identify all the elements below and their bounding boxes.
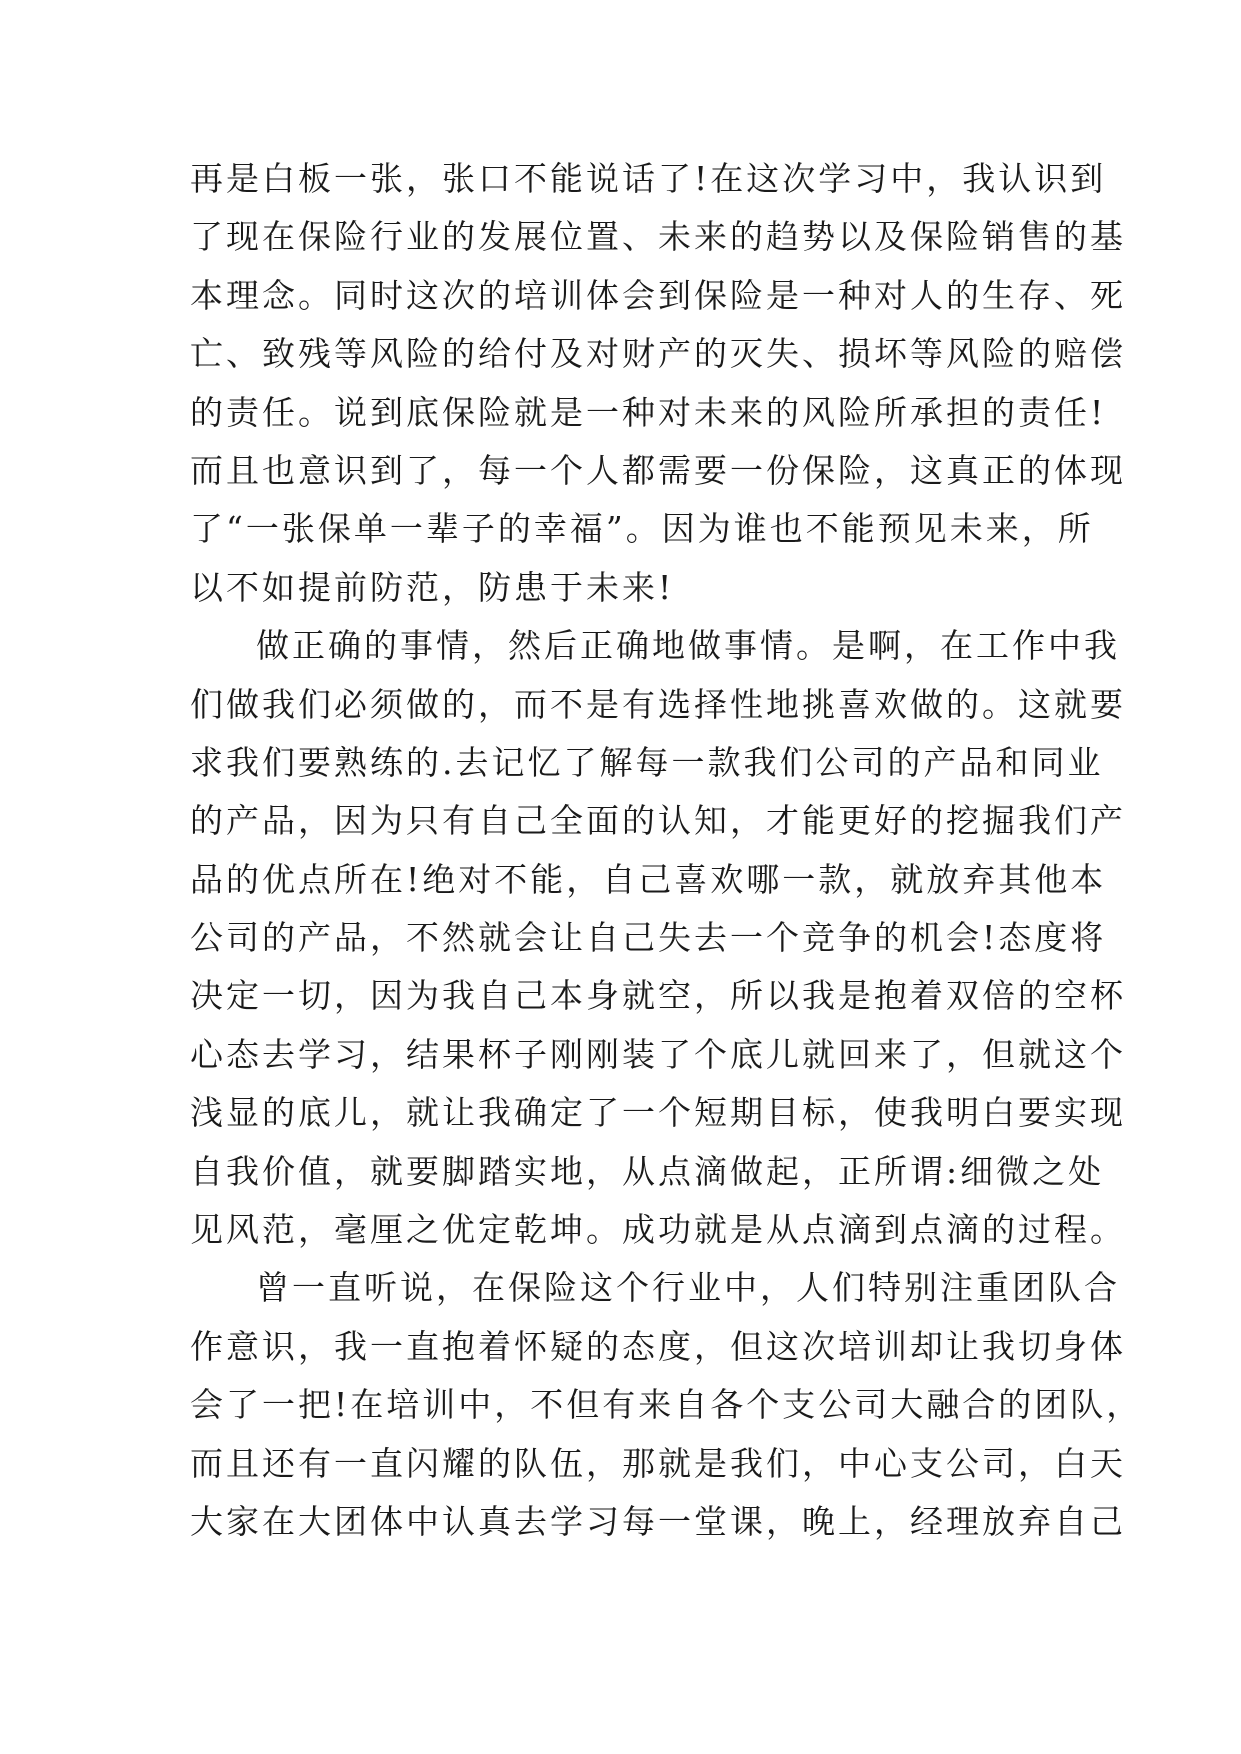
text-line: 以不如提前防范，防患于未来! xyxy=(190,567,675,607)
paragraph-start-line: 曾一直听说，在保险这个行业中，人们特别注重团队合 xyxy=(256,1268,1120,1308)
text-line: 决定一切，因为我自己本身就空，所以我是抱着双倍的空杯 xyxy=(190,976,1126,1016)
text-line: 的产品，因为只有自己全面的认知，才能更好的挖掘我们产 xyxy=(190,801,1126,841)
text-line: 见风范，毫厘之优定乾坤。成功就是从点滴到点滴的过程。 xyxy=(190,1210,1126,1250)
text-line: 亡、致残等风险的给付及对财产的灭失、损坏等风险的赔偿 xyxy=(190,334,1126,374)
text-line: 作意识，我一直抱着怀疑的态度，但这次培训却让我切身体 xyxy=(190,1326,1126,1366)
text-line: 而且还有一直闪耀的队伍，那就是我们，中心支公司，白天 xyxy=(190,1443,1126,1483)
text-line: 品的优点所在!绝对不能，自己喜欢哪一款，就放弃其他本 xyxy=(190,859,1107,899)
text-line: 心态去学习，结果杯子刚刚装了个底儿就回来了，但就这个 xyxy=(190,1034,1126,1074)
text-line: 求我们要熟练的.去记忆了解每一款我们公司的产品和同业 xyxy=(190,742,1104,782)
text-line: 自我价值，就要脚踏实地，从点滴做起，正所谓:细微之处 xyxy=(190,1151,1105,1191)
text-line: 了现在保险行业的发展位置、未来的趋势以及保险销售的基 xyxy=(190,217,1126,257)
body-text xyxy=(190,150,1143,1551)
text-line: 大家在大团体中认真去学习每一堂课，晚上，经理放弃自己 xyxy=(190,1501,1126,1541)
text-line: 而且也意识到了，每一个人都需要一份保险，这真正的体现 xyxy=(190,450,1126,490)
text-line: 公司的产品，不然就会让自己失去一个竞争的机会!态度将 xyxy=(190,918,1107,958)
text-line: 会了一把!在培训中，不但有来自各个支公司大融合的团队， xyxy=(190,1385,1143,1425)
text-line: 的责任。说到底保险就是一种对未来的风险所承担的责任! xyxy=(190,392,1107,432)
paragraph-start-line: 做正确的事情，然后正确地做事情。是啊，在工作中我 xyxy=(256,626,1120,666)
text-line: 再是白板一张，张口不能说话了!在这次学习中，我认识到 xyxy=(190,159,1107,198)
text-line: 浅显的底儿，就让我确定了一个短期目标，使我明白要实现 xyxy=(190,1093,1126,1133)
text-line: 本理念。同时这次的培训体会到保险是一种对人的生存、死 xyxy=(190,275,1126,315)
text-line: 了“一张保单一辈子的幸福”。因为谁也不能预见未来，所 xyxy=(190,509,1094,549)
text-line: 们做我们必须做的，而不是有选择性地挑喜欢做的。这就要 xyxy=(190,684,1126,724)
